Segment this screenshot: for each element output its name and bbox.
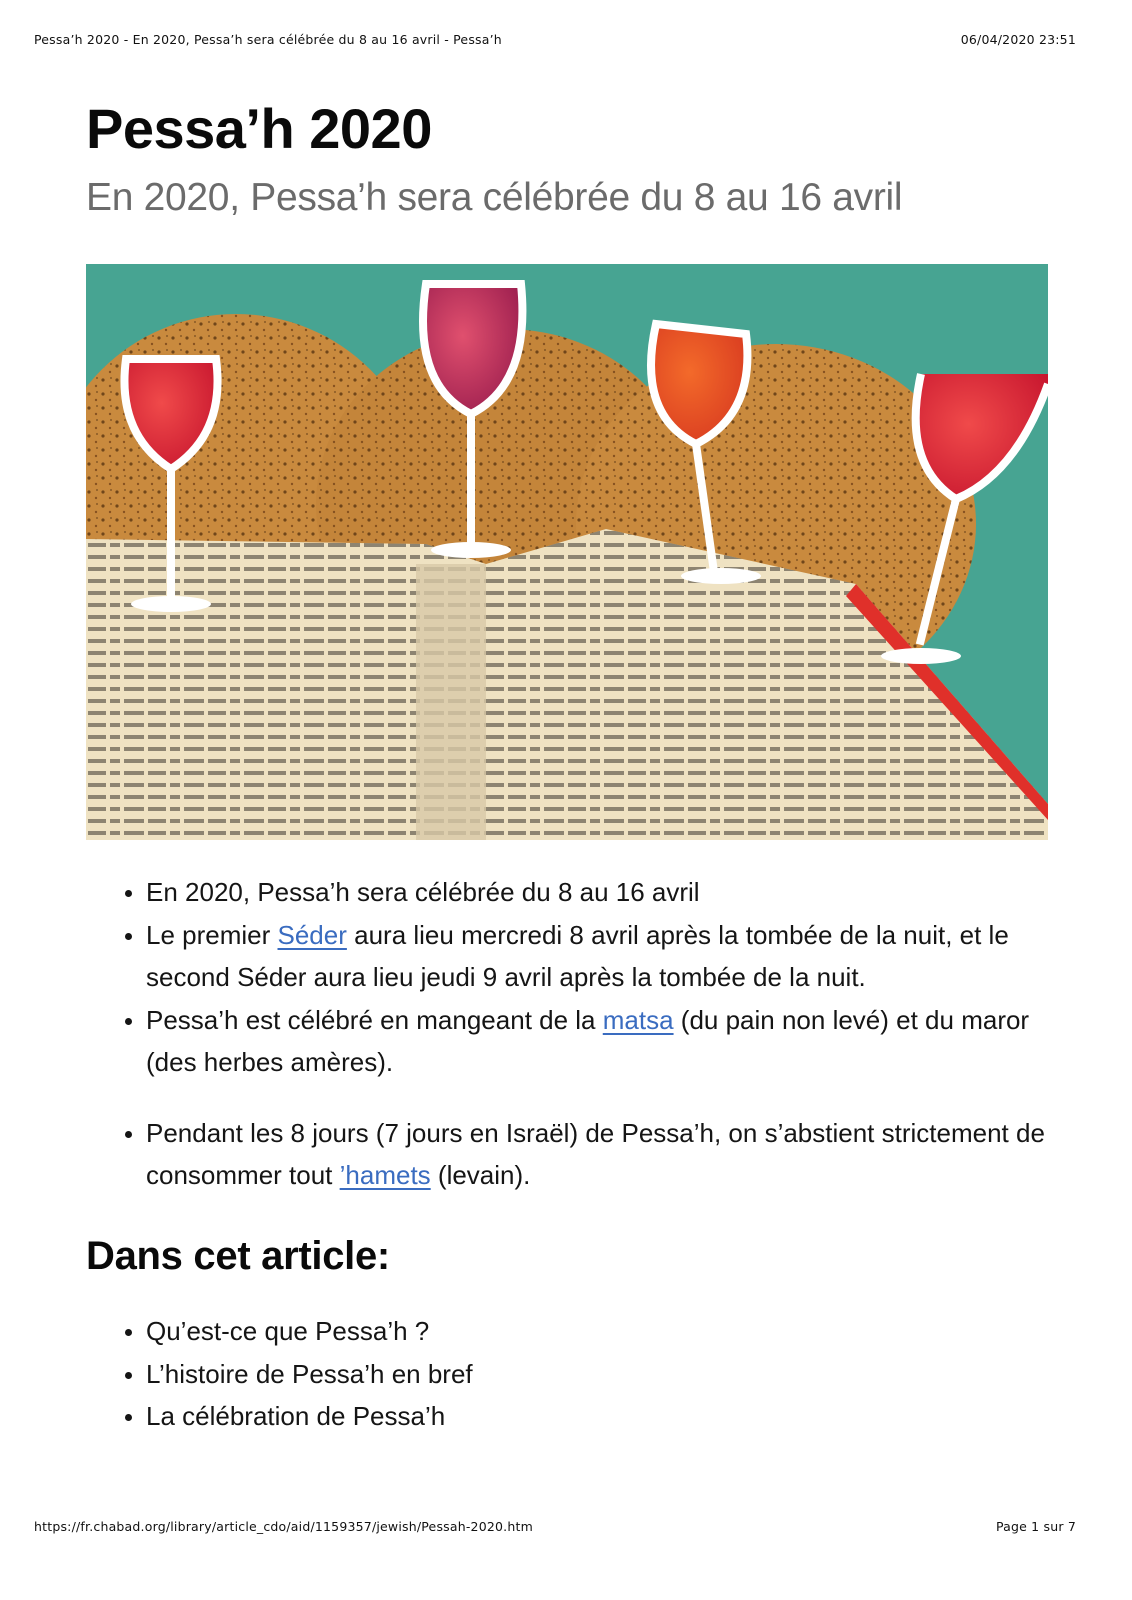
print-footer-url: https://fr.chabad.org/library/article_cdo/aid/1159357/jewish/Pessah-2020.htm — [34, 1519, 533, 1534]
hamets-link[interactable]: ’hamets — [339, 1160, 431, 1190]
toc-item-label[interactable]: Qu’est-ce que Pessa’h ? — [146, 1316, 430, 1346]
list-item-text: (levain). — [430, 1160, 531, 1190]
matsa-link[interactable]: matsa — [602, 1004, 674, 1035]
list-item — [146, 914, 1048, 999]
toc-item[interactable] — [146, 1395, 1048, 1438]
print-header-datetime: 06/04/2020 23:51 — [960, 32, 1076, 47]
toc-item[interactable] — [146, 1310, 1048, 1353]
toc-heading: Dans cet article: — [86, 1234, 390, 1278]
list-item — [146, 999, 1048, 1084]
hero-image — [86, 264, 1048, 840]
toc-list — [86, 1310, 1048, 1438]
print-footer — [34, 1519, 1076, 1534]
list-item-text: Pessa’h est célébré en mangeant de la — [146, 1004, 603, 1035]
list-item-text: (du pain non levé) et du maror (des herbes amères). — [146, 1004, 1030, 1077]
toc-item-label[interactable]: La célébration de Pessa’h — [146, 1401, 446, 1431]
toc-item-label[interactable]: L’histoire de Pessa’h en bref — [146, 1358, 473, 1389]
list-item-text: aura lieu mercredi 8 avril après la tombée de la nuit, et le second Séder aura lieu jeudi 9 avril après la tombée de la nuit. — [146, 919, 1009, 992]
list-item — [146, 1112, 1048, 1197]
list-item — [146, 871, 1048, 914]
print-header-title: Pessa’h 2020 - En 2020, Pessa’h sera célébrée du 8 au 16 avril - Pessa’h — [34, 32, 502, 47]
list-item-text: Le premier — [146, 919, 278, 950]
list-item-text: En 2020, Pessa’h sera célébrée du 8 au 16 avril — [146, 877, 700, 907]
page-title: Pessa’h 2020 — [86, 97, 432, 160]
list-item-text: Pendant les 8 jours (7 jours en Israël) de Pessa’h, on s’abstient strictement de consommer tout — [146, 1117, 1045, 1190]
summary-list — [86, 871, 1048, 1197]
page-number: Page 1 sur 7 — [995, 1519, 1076, 1534]
toc-item[interactable] — [146, 1353, 1048, 1396]
page-subtitle: En 2020, Pessa’h sera célébrée du 8 au 16 avril — [86, 176, 903, 219]
seder-link[interactable]: Séder — [277, 919, 347, 950]
print-header — [34, 32, 1076, 47]
